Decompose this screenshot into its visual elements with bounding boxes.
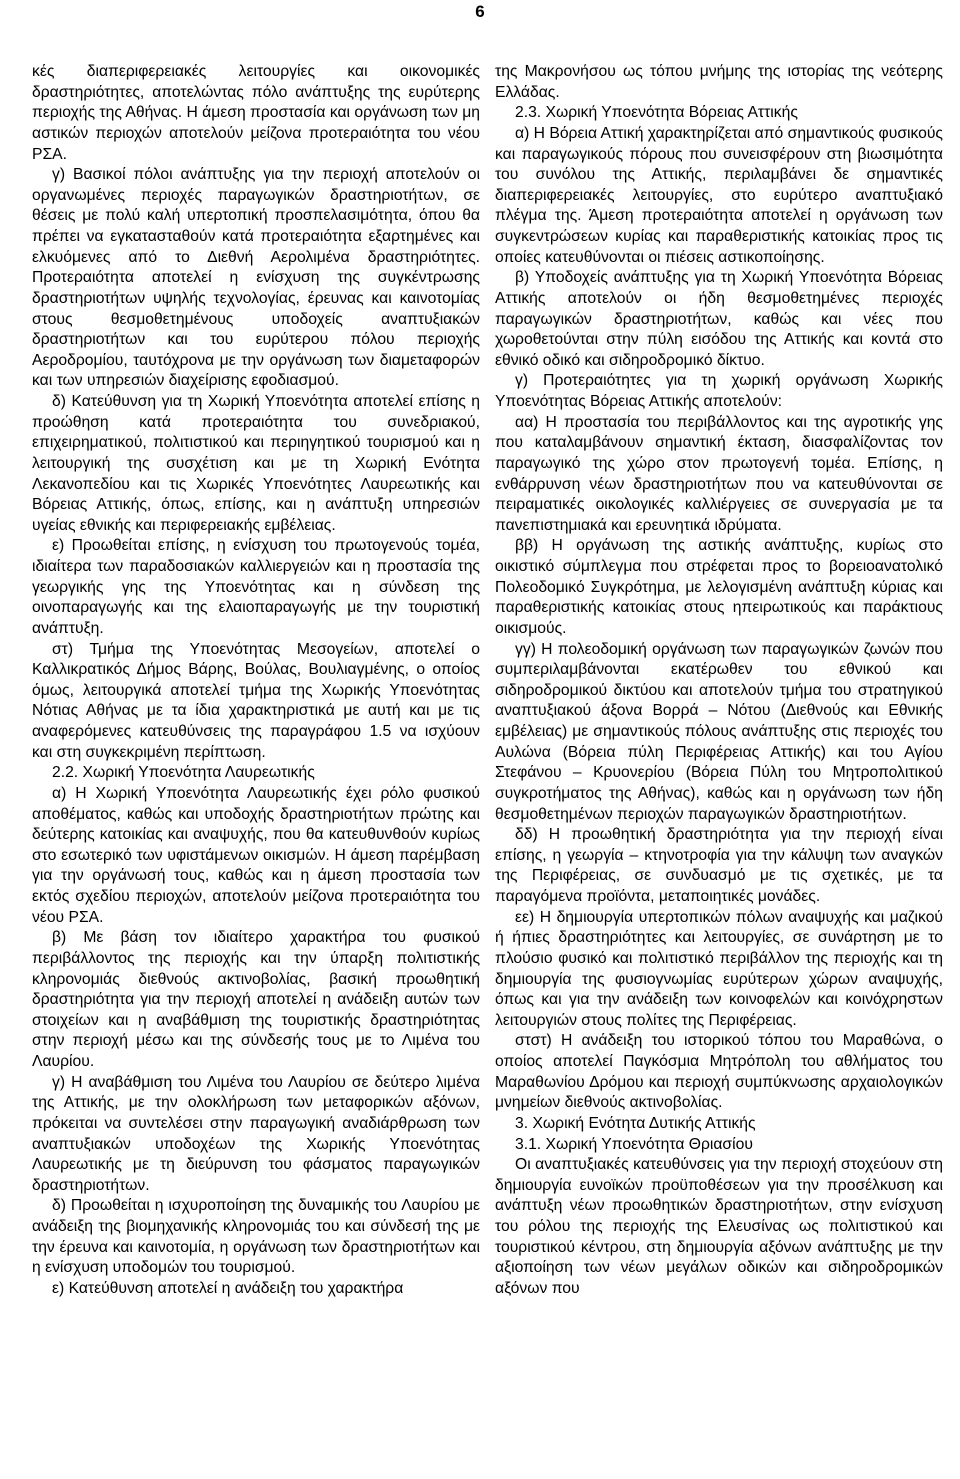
paragraph: Οι αναπτυξιακές κατευθύνσεις για την περιοχή στοχεύουν στη δημιουργία ευνοϊκών προϋποθέσεων για την προσέλκυση και ανάπτυξη νέων προωθητικών δραστηριοτήτων, στην ενίσχυση του ρόλου της περιοχής της Ελευσίνας ως πολιτιστικού και τουριστικού κέντρου, στη δημιουργία αξόνων ανάπτυξης με την αξιοποίηση των νέων μεγάλων οδικών και σιδηροδρομικών αξόνων που xyxy=(495,1156,943,1297)
paragraph: β) Υποδοχείς ανάπτυξης για τη Χωρική Υποενότητα Βόρειας Αττικής αποτελούν οι ήδη θεσμοθετημένες περιοχές παραγωγικών δραστηριοτήτων, καθώς και νέες που χωροθετούνται στην πύλη εισόδου της Αττικής και κοντά στο εθνικό οδικό και σιδηροδρομικό δίκτυο. xyxy=(495,269,943,369)
section-heading: 2.3. Χωρική Υποενότητα Βόρειας Αττικής xyxy=(515,104,798,122)
paragraph: ε) Κατεύθυνση αποτελεί η ανάδειξη του χαρακτήρα xyxy=(52,1279,404,1297)
paragraph: κές διαπεριφερειακές λειτουργίες και οικονομικές δραστηριότητες, αποτελώντας πόλο ανάπτυξης της ευρύτερης περιοχής της Αθήνας. Η άμεση προστασία και οργάνωση των μη αστικών περιοχών αποτελούν μείζονα προτεραιότητα του νέου ΡΣΑ. xyxy=(32,63,481,163)
paragraph: στ) Τμήμα της Υποενότητας Μεσογείων, αποτελεί ο Καλλικρατικός Δήμος Βάρης, Βούλας, Βουλιαγμένης, ο οποίος όμως, λειτουργικά αποτελεί τμήμα της Χωρικής Υποενότητας Νότιας Αθήνας με τα ίδια χαρακτηριστικά με αυτή και με τις αναφερόμενες κατευθύνσεις της παραγράφου 1.5 να ισχύουν και στη συγκεκριμένη περίπτωση. xyxy=(32,640,480,761)
paragraph: στστ) Η ανάδειξη του ιστορικού τόπου του Μαραθώνα, ο οποίος αποτελεί Παγκόσμια Μητρόπολη του αθλήματος του Μαραθωνίου Δρόμου και περιοχή συμπύκνωσης αρχαιολογικών μνημείων διεθνούς ακτινοβολίας. xyxy=(495,1032,943,1112)
paragraph: α) Η Χωρική Υποενότητα Λαυρεωτικής έχει ρόλο φυσικού αποθέματος, καθώς και υποδοχής δραστηριοτήτων πρώτης και δεύτερης κατοικίας και αναψυχής, που θα κατευθυνθούν κυρίως στο εσωτερικό των υφιστάμενων οικισμών. Η άμεση παρέμβαση για την οργάνωσή τους, καθώς και η άμεση προστασία των εκτός σχεδίου περιοχών, αποτελούν μείζονα προτεραιότητα του νέου ΡΣΑ. xyxy=(32,784,480,926)
page-number: 6 xyxy=(475,2,485,21)
paragraph: δ) Προωθείται η ισχυροποίηση της δυναμικής του Λαυρίου με ανάδειξη της βιομηχανικής κληρονομιάς του και σύνδεσή της με την έρευνα και καινοτομία, η οργάνωση των δραστηριοτήτων και η ενίσχυση υποδομών του τουρισμού. xyxy=(32,1197,480,1277)
paragraph: δ) Κατεύθυνση για τη Χωρική Υποενότητα αποτελεί επίσης η προώθηση κατά προτεραιότητα του συνεδριακού, επιχειρηματικού, πολιτιστικού και περιηγητικού τουρισμού και η λειτουργική της συσχέτιση και με τη Χωρική Ενότητα Λεκανοπεδίου και τις Χωρικές Υποενότητες Λαυρεωτικής και Βόρειας Αττικής, όπως, επίσης, και η ανάπτυξη υπηρεσιών υγείας εθνικής και περιφερειακής εμβέλειας. xyxy=(32,393,480,534)
paragraph: α) Η Βόρεια Αττική χαρακτηρίζεται από σημαντικούς φυσικούς και παραγωγικούς πόρους που συνεισφέρουν στη βιωσιμότητα του συνόλου της Αττικής, περιλαμβάνει δε σημαντικές διαπεριφερειακές λειτουργίες, στο ευρύτερο αναπτυξιακό πλέγμα της. Άμεση προτεραιότητα αποτελεί η οργάνωση των συγκεντρώσεων κυρίας και παραθεριστικής κατοικίας προς τις οποίες κατευθύνονται οι πιέσεις αστικοποίησης. xyxy=(495,124,943,266)
paragraph: ββ) Η οργάνωση της αστικής ανάπτυξης, κυρίως στο οικιστικό σύμπλεγμα που στρέφεται προς το βορειοανατολικό Πολεοδομικό Συγκρότημα, με λελογισμένη ανάπτυξη κύριας και παραθεριστικής κατοικίας στους ηπειρωτικούς και παράκτιους οικισμούς. xyxy=(495,537,943,637)
paragraph: γ) Η αναβάθμιση του Λιμένα του Λαυρίου σε δεύτερο λιμένα της Αττικής, με την ολοκλήρωση των μεταφορικών αξόνων, πρόκειται να συντελέσει στην παραγωγική αναδιάρθρωση των αναπτυξιακών υποδοχέων της Χωρικής Υποενότητας Λαυρεωτικής με τη διεύρυνση του φάσματος παραγωγικών δραστηριοτήτων. xyxy=(32,1073,480,1194)
section-heading: 3.1. Χωρική Υποενότητα Θριασίου xyxy=(515,1135,753,1153)
paragraph: της Μακρονήσου ως τόπου μνήμης της ιστορίας της νεότερης Ελλάδας. xyxy=(495,63,943,101)
right-column xyxy=(495,62,943,1300)
paragraph: β) Με βάση τον ιδιαίτερο χαρακτήρα του φυσικού περιβάλλοντος της περιοχής και την ύπαρξη πολιτιστικής κληρονομιάς διεθνούς ακτινοβολίας, βασική προωθητική δραστηριότητα για την περιοχή αποτελεί η ανάδειξη αυτών των στοιχείων και η αναβάθμιση της τουριστικής δραστηριότητας στην περιοχή μέσω και της σύνδεσής τους με το Λιμένα του Λαυρίου. xyxy=(32,929,480,1070)
paragraph: ε) Προωθείται επίσης, η ενίσχυση του πρωτογενούς τομέα, ιδιαίτερα των παραδοσιακών καλλιεργειών και η προστασία της γεωργικής γης της Υποενότητας και η σύνδεση της οινοπαραγωγής και της ελαιοπαραγωγής με την τουριστική ανάπτυξη. xyxy=(32,537,480,637)
paragraph: γ) Προτεραιότητες για τη χωρική οργάνωση Χωρικής Υποενότητας Βόρειας Αττικής αποτελούν: xyxy=(495,372,943,410)
paragraph: αα) Η προστασία του περιβάλλοντος και της αγροτικής γης που καταλαμβάνουν σημαντική έκταση, διασφαλίζοντας τον παραγωγικό της χώρο στον πρωτογενή τομέα. Επίσης, η ενθάρρυνση νέων δραστηριοτήτων που να κατευθύνονται σε πειραματικές οικολογικές καλλιέργειες σε συνεργασία με τα πανεπιστημιακά και ερευνητικά ιδρύματα. xyxy=(495,413,943,534)
section-heading: 3. Χωρική Ενότητα Δυτικής Αττικής xyxy=(515,1114,756,1132)
paragraph: εε) Η δημιουργία υπερτοπικών πόλων αναψυχής και μαζικού ή ήπιες δραστηριότητες και λειτουργίες, σε συνάρτηση με το πλούσιο φυσικό και πολιτιστικό περιβάλλον της περιοχής και τη δημιουργία της φυσιογνωμίας ευρύτερων χώρων αναψυχής, όπως και για την ανάδειξη των κοινοφελών και κοινόχρηστων λειτουργιών στους πολίτες της Περιφέρειας. xyxy=(495,908,943,1029)
paragraph: γγ) Η πολεοδομική οργάνωση των παραγωγικών ζωνών που συμπεριλαμβάνονται εκατέρωθεν του εθνικού και σιδηροδρομικού δικτύου και αποτελούν τμήμα του στρατηγικού αναπτυξιακού άξονα Βορρά – Νότου (Διεθνούς και Εθνικής εμβέλειας) με σημαντικούς πόλους ανάπτυξης στις περιοχές του Αυλώνα (Βόρεια πύλη Περιφέρειας Αττικής) και του Αγίου Στεφάνου – Κρυονερίου (Βόρεια Πύλη του Μητροπολιτικού συγκροτήματος της Αθήνας), καθώς και η οργάνωση των ήδη θεσμοθετημένων περιοχών παραγωγικών δραστηριοτήτων. xyxy=(495,640,943,823)
paragraph: δδ) Η προωθητική δραστηριότητα για την περιοχή είναι επίσης, η γεωργία – κτηνοτροφία για την κάλυψη των αναγκών της Περιφέρειας, σε συνδυασμό με τις σχετικές, με τα παραγόμενα προϊόντα, μεταποιητικές μονάδες. xyxy=(495,826,943,905)
paragraph: γ) Βασικοί πόλοι ανάπτυξης για την περιοχή αποτελούν οι οργανωμένες περιοχές παραγωγικών δραστηριοτήτων, σε θέσεις με πολύ καλή υπερτοπική προσπελασιμότητα, όπου θα πρέπει να εγκατασταθούν κατά προτεραιότητα εξαρτημένες και ελκυόμενες από το Διεθνή Αερολιμένα δραστηριότητες. Προτεραιότητα αποτελεί η ενίσχυση της συγκέντρωσης δραστηριοτήτων υψηλής τεχνολογίας, έρευνας και καινοτομίας στους θεσμοθετημένους υποδοχείς αναπτυξιακών δραστηριοτήτων και του ευρύτερου πόλου περιοχής Αεροδρομίου, ταυτόχρονα με την οργάνωση των διαμεταφορών και των υπηρεσιών διαχείρισης εφοδιασμού. xyxy=(32,166,480,390)
section-heading: 2.2. Χωρική Υποενότητα Λαυρεωτικής xyxy=(52,764,315,782)
left-column xyxy=(32,62,480,1300)
